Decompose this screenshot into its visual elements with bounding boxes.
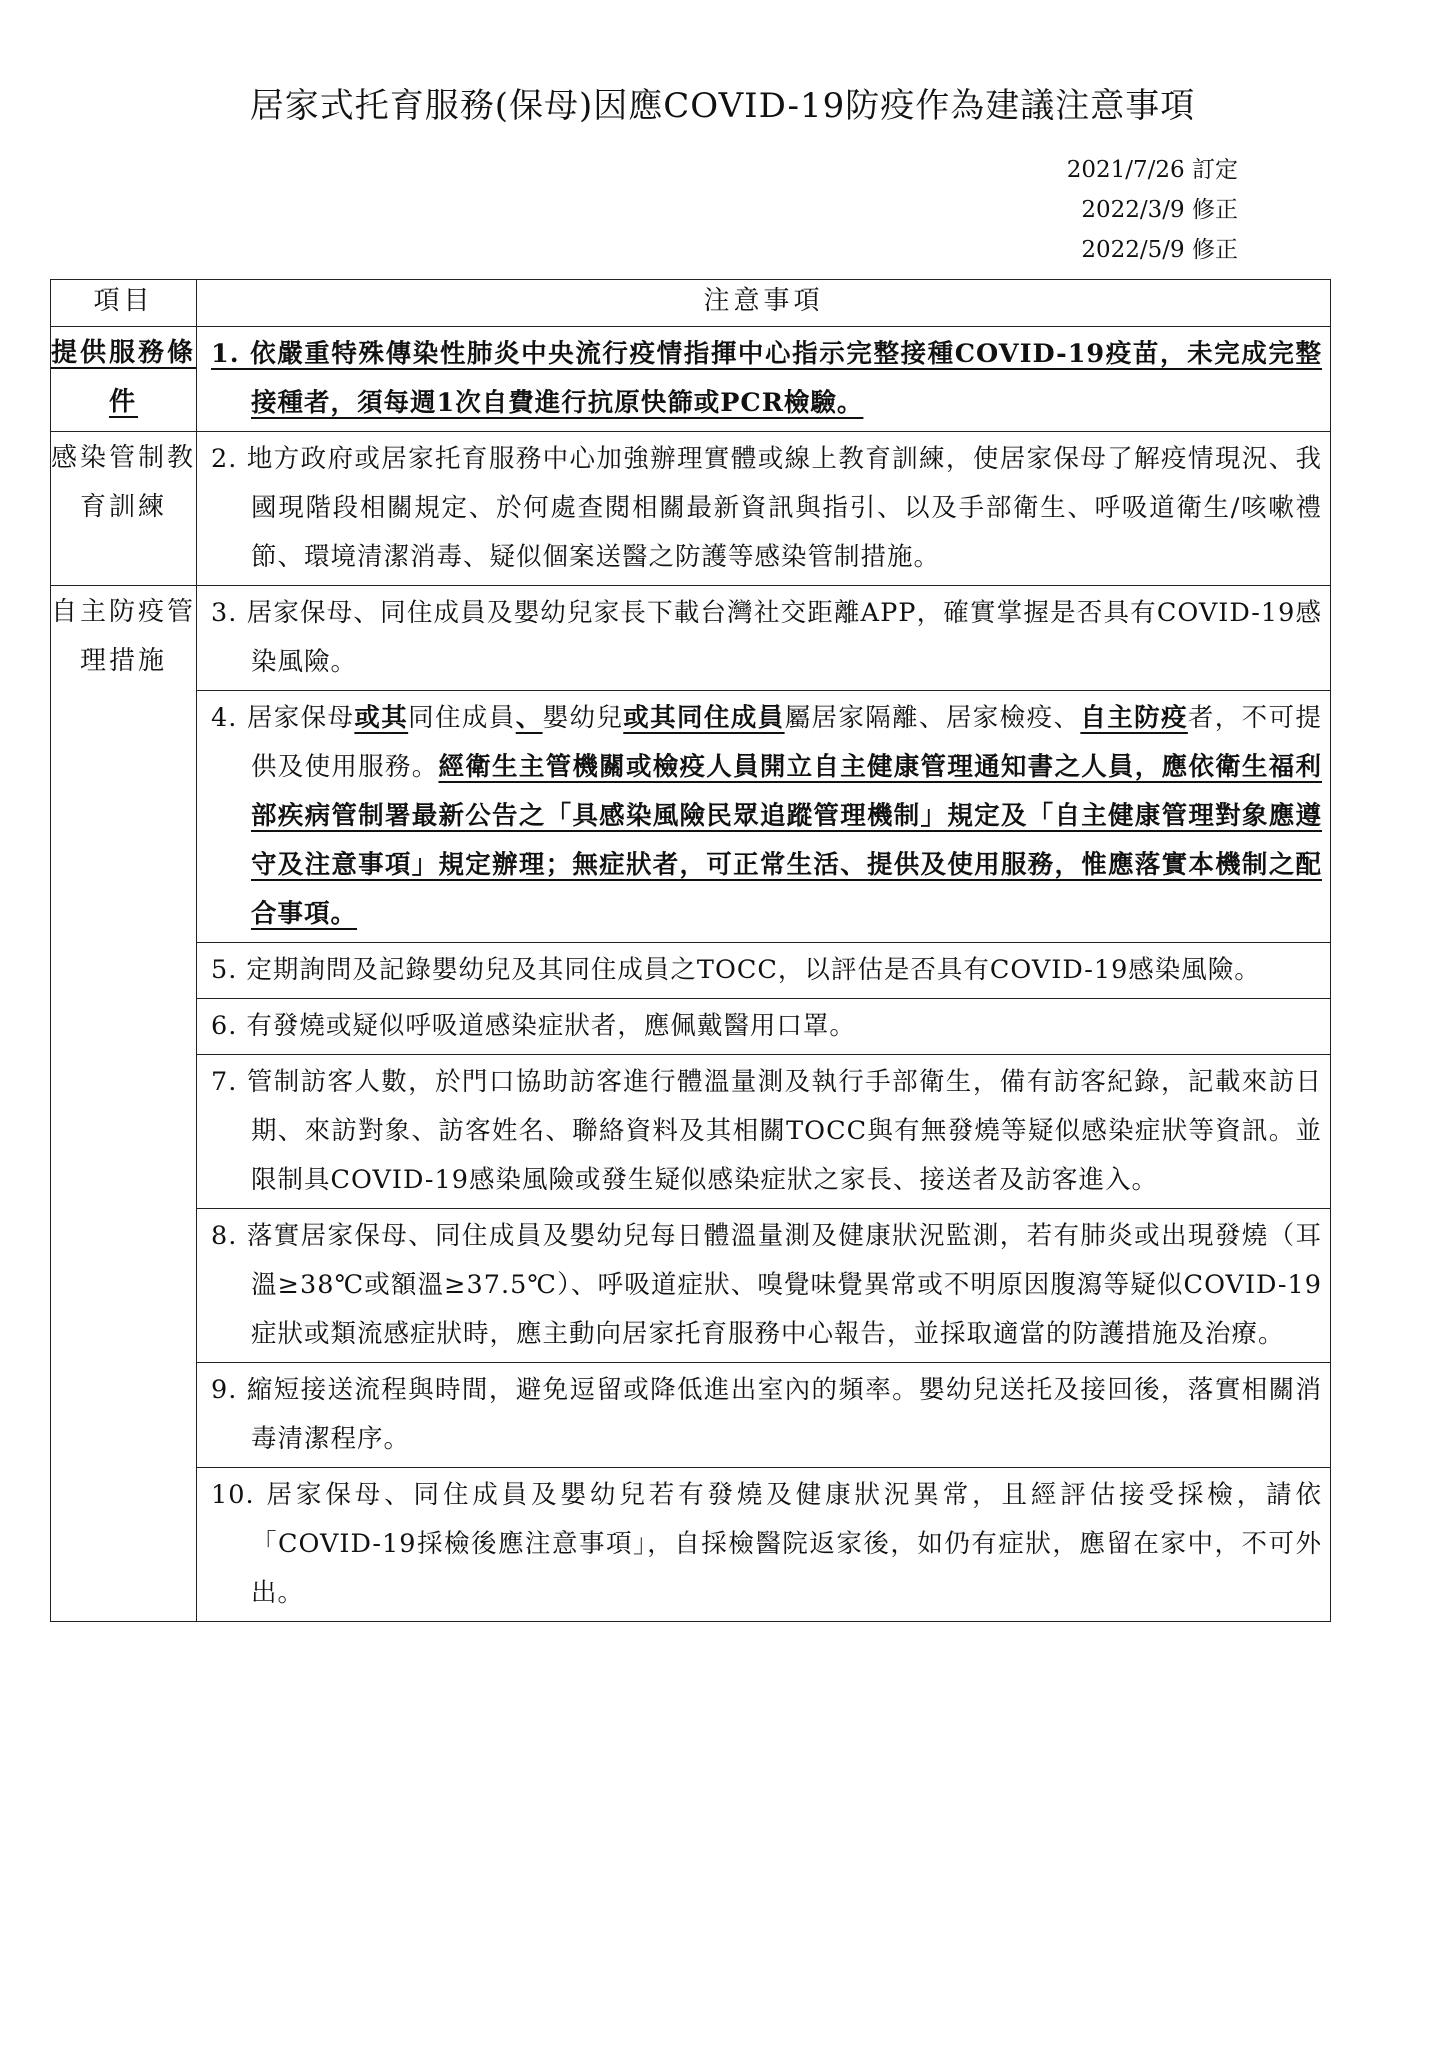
item-4-part: 或其 <box>354 703 409 733</box>
table-row <box>51 943 1331 999</box>
table-row <box>51 1055 1331 1209</box>
item-4-part: 自主防疫 <box>1080 703 1188 733</box>
item-9: 9. 縮短接送流程與時間，避免逗留或降低進出室內的頻率。嬰幼兒送托及接回後，落實相關消毒清潔程序。 <box>197 1363 1331 1468</box>
table-row <box>51 1468 1331 1622</box>
revision-dates <box>1067 150 1238 270</box>
table-row <box>51 1363 1331 1468</box>
category-education: 感染管制教育訓練 <box>51 432 197 586</box>
item-10: 10. 居家保母、同住成員及嬰幼兒若有發燒及健康狀況異常，且經評估接受採檢，請依「COVID-19採檢後應注意事項」，自採檢醫院返家後，如仍有症狀，應留在家中，不可外出。 <box>197 1468 1331 1622</box>
table-row <box>51 432 1331 586</box>
header-notes-cell: 注意事項 <box>197 280 1331 327</box>
item-4 <box>197 691 1331 943</box>
table-row <box>51 691 1331 943</box>
table-row <box>51 1209 1331 1363</box>
category-self-prevention: 自主防疫管理措施 <box>51 586 197 1622</box>
item-7: 7. 管制訪客人數，於門口協助訪客進行體溫量測及執行手部衛生，備有訪客紀錄，記載來訪日期、來訪對象、訪客姓名、聯絡資料及其相關TOCC與有無發燒等疑似感染症狀等資訊。並限制具COVID-19感染風險或發生疑似感染症狀之家長、接送者及訪客進入。 <box>197 1055 1331 1209</box>
table-row <box>51 327 1331 432</box>
table-row <box>51 999 1331 1055</box>
header-item-cell: 項目 <box>51 280 197 327</box>
category-service: 提供服務條件 <box>51 327 197 432</box>
revision-date-3: 2022/5/9 修正 <box>1081 237 1238 263</box>
item-8: 8. 落實居家保母、同住成員及嬰幼兒每日體溫量測及健康狀況監測，若有肺炎或出現發燒（耳溫≥38℃或額溫≥37.5℃）、呼吸道症狀、嗅覺味覺異常或不明原因腹瀉等疑似COVID-19症狀或類流感症狀時，應主動向居家托育服務中心報告，並採取適當的防護措施及治療。 <box>197 1209 1331 1363</box>
item-4-part: 經衛生主管機關或檢疫人員開立自主健康管理通知書之人員，應依衛生福利部疾病管制署最新公告之「具感染風險民眾追蹤管理機制」規定及「自主健康管理對象應遵守及注意事項」規定辦理；無症狀者，可正常生活、提供及使用服務，惟應落實本機制之配合事項。 <box>251 752 1322 929</box>
item-4-part: 屬居家隔離、居家檢疫、 <box>784 703 1081 733</box>
document-title: 居家式托育服務(保母)因應COVID-19防疫作為建議注意事項 <box>249 86 1196 126</box>
item-4-part: 嬰幼兒 <box>542 703 624 733</box>
revision-date-2: 2022/3/9 修正 <box>1081 197 1238 223</box>
item-3: 3. 居家保母、同住成員及嬰幼兒家長下載台灣社交距離APP，確實掌握是否具有COVID-19感染風險。 <box>197 586 1331 691</box>
item-2: 2. 地方政府或居家托育服務中心加強辦理實體或線上教育訓練，使居家保母了解疫情現況、我國現階段相關規定、於何處查閱相關最新資訊與指引、以及手部衛生、呼吸道衛生/咳嗽禮節、環境清潔消毒、疑似個案送醫之防護等感染管制措施。 <box>197 432 1331 586</box>
table-header-row <box>51 280 1331 327</box>
item-4-part: 4. 居家保母 <box>211 703 355 733</box>
table-row <box>51 586 1331 691</box>
item-4-part: 者，不可提供及使用服務。 <box>251 703 1322 782</box>
item-4-part: 、 <box>515 703 543 733</box>
notes-table <box>50 279 1331 1622</box>
item-1: 1. 依嚴重特殊傳染性肺炎中央流行疫情指揮中心指示完整接種COVID-19疫苗，未完成完整接種者，須每週1次自費進行抗原快篩或PCR檢驗。 <box>197 327 1331 432</box>
revision-date-1: 2021/7/26 訂定 <box>1066 157 1238 183</box>
item-5: 5. 定期詢問及記錄嬰幼兒及其同住成員之TOCC，以評估是否具有COVID-19感染風險。 <box>197 943 1331 999</box>
item-4-part: 同住成員 <box>408 703 516 733</box>
item-4-part: 或其同住成員 <box>623 703 785 733</box>
item-6: 6. 有發燒或疑似呼吸道感染症狀者，應佩戴醫用口罩。 <box>197 999 1331 1055</box>
